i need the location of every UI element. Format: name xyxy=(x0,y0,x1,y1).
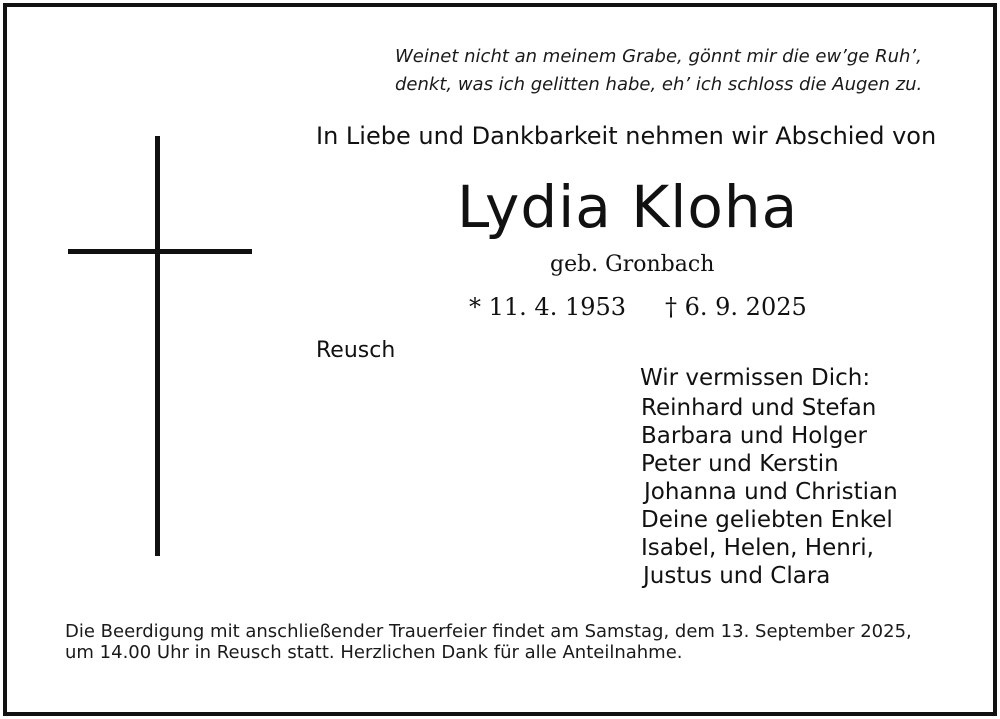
funeral-notice-line-1: Die Beerdigung mit anschließender Trauerfeier findet am Samstag, dem 13. September 2025, xyxy=(65,621,912,642)
mourners-heading: Wir vermissen Dich: xyxy=(640,365,871,391)
birth-date: * 11. 4. 1953 xyxy=(469,293,627,321)
deceased-name: Lydia Kloha xyxy=(457,173,799,241)
cross-icon xyxy=(68,136,252,556)
quote-line-2: denkt, was ich gelitten habe, eh’ ich schloss die Augen zu. xyxy=(395,74,923,95)
residence-place: Reusch xyxy=(316,338,396,363)
death-date: † 6. 9. 2025 xyxy=(665,293,807,321)
maiden-name: geb. Gronbach xyxy=(550,252,715,277)
mourner-line: Peter und Kerstin xyxy=(641,451,839,477)
mourner-line: Johanna und Christian xyxy=(644,479,898,505)
mourner-line: Isabel, Helen, Henri, xyxy=(641,535,874,561)
quote-line-1: Weinet nicht an meinem Grabe, gönnt mir die ew’ge Ruh’, xyxy=(395,46,922,67)
mourner-line: Reinhard und Stefan xyxy=(641,395,877,421)
funeral-notice-line-2: um 14.00 Uhr in Reusch statt. Herzlichen Dank für alle Anteilnahme. xyxy=(65,642,683,663)
mourner-line: Justus und Clara xyxy=(643,563,831,589)
mourner-line: Barbara und Holger xyxy=(641,423,867,449)
mourner-line: Deine geliebten Enkel xyxy=(641,507,893,533)
intro-text: In Liebe und Dankbarkeit nehmen wir Abschied von xyxy=(316,122,937,150)
